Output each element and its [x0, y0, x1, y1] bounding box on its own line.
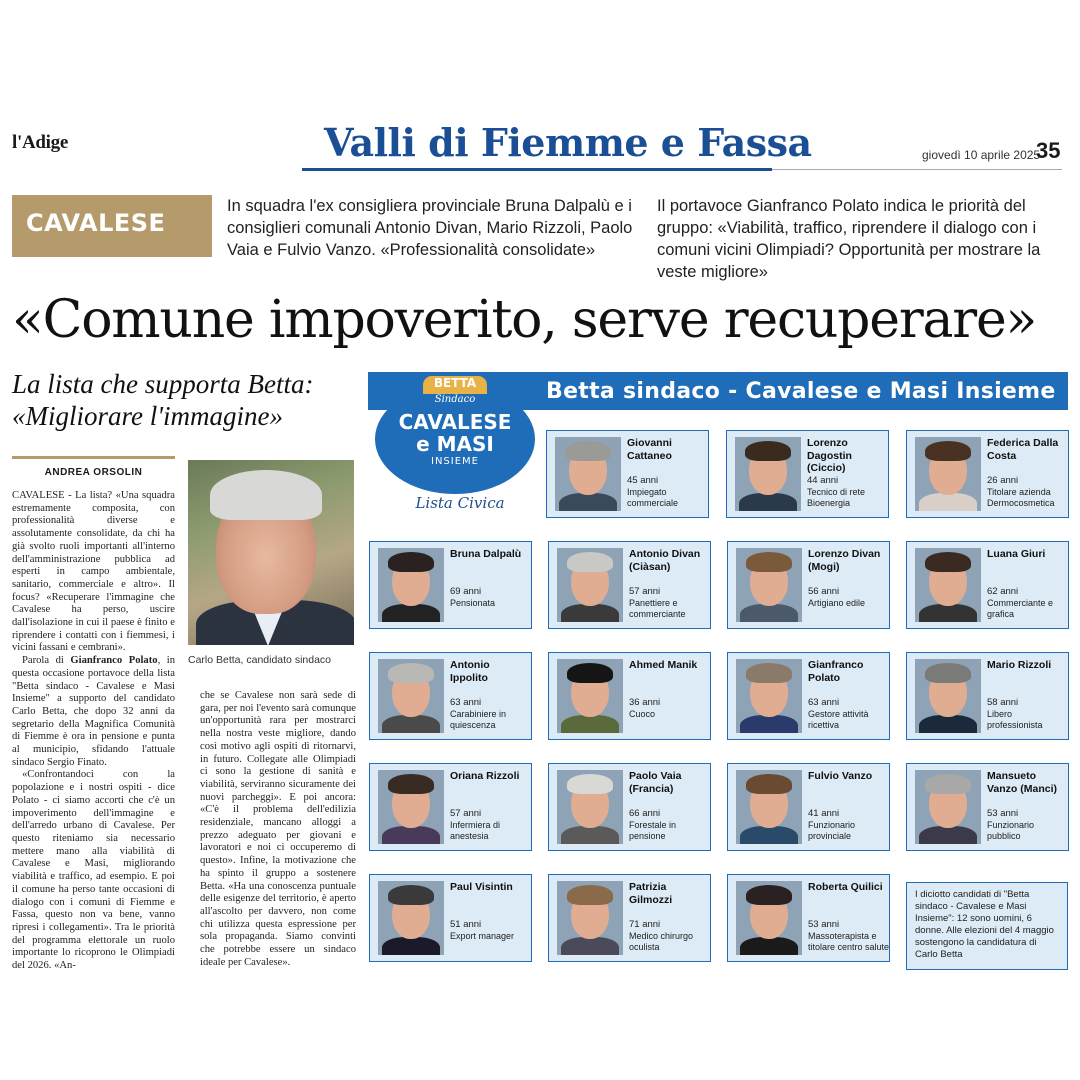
header-rule-thin	[772, 169, 1062, 170]
candidate-age: 57 anni	[450, 808, 482, 819]
candidate-card	[906, 541, 1069, 629]
candidate-occupation: Tecnico di rete Bioenergia	[807, 487, 866, 508]
candidate-occupation: Infermiera di anestesia	[450, 820, 501, 841]
candidate-card	[727, 652, 890, 740]
candidate-name: Lorenzo Divan (Mogi)	[808, 548, 881, 573]
candidate-name: Mansueto Vanzo (Manci)	[987, 770, 1058, 795]
candidate-occupation: Cuoco	[629, 709, 656, 719]
candidate-card	[369, 763, 532, 851]
candidate-name: Roberta Quilici	[808, 881, 883, 893]
candidate-occupation: Carabiniere in quiescenza	[450, 709, 507, 730]
candidate-card	[546, 430, 709, 518]
candidate-age: 63 anni	[808, 697, 840, 708]
candidate-name: Paul Visintin	[450, 881, 513, 893]
candidates-note: I diciotto candidati di "Betta sindaco - Cavalese e Masi Insieme": 12 sono uomini, 6 donne. Alle elezioni del 4 maggio sostengono la candidatura di Carlo Betta	[906, 882, 1068, 970]
candidate-occupation: Artigiano edile	[808, 598, 866, 608]
candidate-card	[369, 874, 532, 962]
candidate-age: 62 anni	[987, 586, 1019, 597]
candidate-photo	[378, 659, 444, 733]
candidate-name: Bruna Dalpalù	[450, 548, 522, 560]
location-kicker: CAVALESE	[12, 195, 212, 257]
candidate-age: 58 anni	[987, 697, 1019, 708]
candidate-card	[369, 541, 532, 629]
candidate-occupation: Medico chirurgo oculista	[629, 931, 694, 952]
candidate-occupation: Gestore attività ricettiva	[808, 709, 869, 730]
candidate-card	[548, 652, 711, 740]
candidate-card	[727, 763, 890, 851]
list-title-bar: Betta sindaco - Cavalese e Masi Insieme	[368, 372, 1068, 410]
candidate-name: Giovanni Cattaneo	[627, 437, 672, 462]
candidate-photo	[378, 881, 444, 955]
candidate-age: 57 anni	[629, 586, 661, 597]
candidate-age: 69 anni	[450, 586, 482, 597]
issue-date: giovedì 10 aprile 2025	[922, 148, 1041, 162]
candidate-occupation: Funzionario provinciale	[808, 820, 856, 841]
candidate-photo	[557, 770, 623, 844]
candidate-photo	[736, 770, 802, 844]
candidate-photo	[378, 548, 444, 622]
byline: ANDREA ORSOLIN	[44, 467, 143, 478]
candidate-name: Antonio Divan (Ciàsan)	[629, 548, 701, 573]
candidate-photo	[378, 770, 444, 844]
candidate-name: Paolo Vaia (Francia)	[629, 770, 682, 795]
list-logo: BETTA Sindaco CAVALESE e MASI INSIEME Lista Civica	[375, 376, 535, 526]
candidate-occupation: Commerciante e grafica	[987, 598, 1054, 619]
article-column-1	[12, 490, 175, 973]
candidate-photo	[188, 460, 354, 645]
candidate-photo	[557, 548, 623, 622]
article-paragraph: Parola di Gianfranco Polato, in questa occasione portavoce della lista "Betta sindaco - Cavalese e Masi Insieme" a supporto del candidato Carlo Betta, che dopo 32 anni da segretario della Magnifica Comunità di Fiemme è ora in pensione e punta al municipio, sfidando l'attuale sindaco Sergio Finato.	[12, 655, 175, 768]
candidate-age: 36 anni	[629, 697, 661, 708]
candidate-age: 51 anni	[450, 919, 482, 930]
candidate-photo	[557, 881, 623, 955]
candidate-name: Luana Giuri	[987, 548, 1046, 560]
candidate-age: 45 anni	[627, 475, 659, 486]
candidate-card	[906, 763, 1069, 851]
page-header	[12, 112, 1072, 172]
byline-rule	[12, 456, 175, 459]
article-paragraph: CAVALESE - La lista? «Una squadra estremamente composita, con professionalità diverse e assolutamente consolidate, da chi ha già svolto ruoli importanti all'interno dell'amministrazione pubblica ad esperti in campo ambientale, sanitario, commerciale e altro». Il focus? «Recuperare l'immagine che Cavalese ha perso, uscire dall'isolazione in cui il paese è finito e riprendere i contatti con i fiemmesi, i vicini fassani e cembrani».	[12, 490, 175, 654]
candidate-age: 53 anni	[987, 808, 1019, 819]
candidate-name: Ahmed Manik	[629, 659, 698, 671]
page-number: 35	[1036, 138, 1061, 163]
candidate-occupation: Libero professionista	[987, 709, 1043, 730]
candidate-card	[548, 874, 711, 962]
candidate-age: 41 anni	[808, 808, 840, 819]
candidate-name: Federica Dalla Costa	[987, 437, 1059, 462]
candidate-occupation: Panettiere e commerciante	[629, 598, 686, 619]
candidate-age: 26 anni	[987, 475, 1019, 486]
candidate-occupation: Massoterapista e titolare centro salute	[808, 931, 890, 952]
candidate-age: 56 anni	[808, 586, 840, 597]
candidate-name: Oriana Rizzoli	[450, 770, 520, 782]
candidate-name: Fulvio Vanzo	[808, 770, 873, 782]
subheadline: La lista che supporta Betta: «Migliorare l'immagine»	[12, 369, 314, 431]
summary-right: Il portavoce Gianfranco Polato indica le priorità del gruppo: «Viabilità, traffico, riprendere il dialogo con i comuni vicini Olimpiadi? Opportunità per mostrare la veste migliore»	[657, 197, 1041, 281]
candidate-photo	[915, 659, 981, 733]
summary-left: In squadra l'ex consigliera provinciale Bruna Dalpalù e i consiglieri comunali Antonio Divan, Mario Rizzoli, Paolo Vaia e Fulvio Vanzo. «Professionalità consolidate»	[227, 197, 633, 259]
candidate-photo	[915, 437, 981, 511]
spokesperson-name: Gianfranco Polato	[70, 655, 158, 667]
candidate-name: Antonio Ippolito	[450, 659, 490, 684]
candidate-photo	[915, 548, 981, 622]
candidate-photo	[735, 437, 801, 511]
candidate-age: 71 anni	[629, 919, 661, 930]
candidate-name: Gianfranco Polato	[808, 659, 864, 684]
candidate-occupation: Export manager	[450, 931, 515, 941]
masthead: l'Adige	[12, 132, 68, 153]
candidate-name: Mario Rizzoli	[987, 659, 1052, 671]
candidate-occupation: Funzionario pubblico	[987, 820, 1035, 841]
headline: «Comune impoverito, serve recuperare»	[12, 290, 1037, 350]
candidate-age: 44 anni	[807, 475, 839, 486]
article-column-2	[200, 690, 356, 969]
candidate-card	[548, 763, 711, 851]
candidate-occupation: Forestale in pensione	[629, 820, 677, 841]
candidate-age: 53 anni	[808, 919, 840, 930]
candidate-occupation: Impiegato commerciale	[627, 487, 679, 508]
candidate-photo	[736, 548, 802, 622]
candidate-age: 63 anni	[450, 697, 482, 708]
candidate-card	[906, 652, 1069, 740]
candidate-photo	[557, 659, 623, 733]
candidate-card	[727, 874, 890, 962]
candidate-occupation: Titolare azienda Dermocosmetica	[987, 487, 1055, 508]
candidate-photo	[736, 881, 802, 955]
candidate-age: 66 anni	[629, 808, 661, 819]
candidate-card	[369, 652, 532, 740]
candidate-card	[906, 430, 1069, 518]
candidate-name: Patrizia Gilmozzi	[629, 881, 673, 906]
header-rule	[302, 168, 772, 171]
candidate-card	[548, 541, 711, 629]
section-title: Valli di Fiemme e Fassa	[324, 120, 812, 165]
article-paragraph: che se Cavalese non sarà sede di gara, per noi l'evento sarà comunque un'opportunità rara per mostrarci nella nostra veste migliore, dando così motivo agli ospiti di ritornarvi, in futuro. Collegate alle Olimpiadi ci sono la gestione di sanità e viabilità, serviranno sicuramente dei nuovi parcheggi». E poi ancora: «C'è il problema dell'edilizia residenziale, mancano alloggi a prezzo adeguato per giovani e lavoratori e noi ci occuperemo di questo». Infine, la motivazione che ha spinto il gruppo a sostenere Betta. «Ha una conoscenza puntuale delle esigenze del territorio, è aperto all'ascolto per davvero, non come chi utilizza questa espressione per sola propaganda. Siamo convinti che potrebbe essere un sindaco ideale per Cavalese».	[200, 690, 356, 968]
candidate-card	[726, 430, 889, 518]
candidate-occupation: Pensionata	[450, 598, 496, 608]
candidate-card	[727, 541, 890, 629]
candidate-name: Lorenzo Dagostin (Ciccio)	[807, 437, 852, 474]
article-paragraph: «Confrontandoci con la popolazione e i nostri ospiti - dice Polato - ci siamo accorti che c'è un impoverimento dell'immagine e dell'arredo urbano di Cavalese. Per questo riteniamo sia necessario mettere mano alla viabilità di Cavalese e Masi, migliorando viabilità e traffico, ad esempio. E poi il comune ha perso tante occasioni di dialogo con i comuni di Fiemme e Fassa, questo non va bene, vanno ripresi i collegamenti». Tra le priorità del programma elettorale un ruolo importante lo ricoprono le Olimpiadi del 2026. «An-	[12, 769, 175, 972]
candidate-photo	[736, 659, 802, 733]
candidate-photo	[915, 770, 981, 844]
photo-caption: Carlo Betta, candidato sindaco	[188, 654, 332, 666]
candidate-photo	[555, 437, 621, 511]
